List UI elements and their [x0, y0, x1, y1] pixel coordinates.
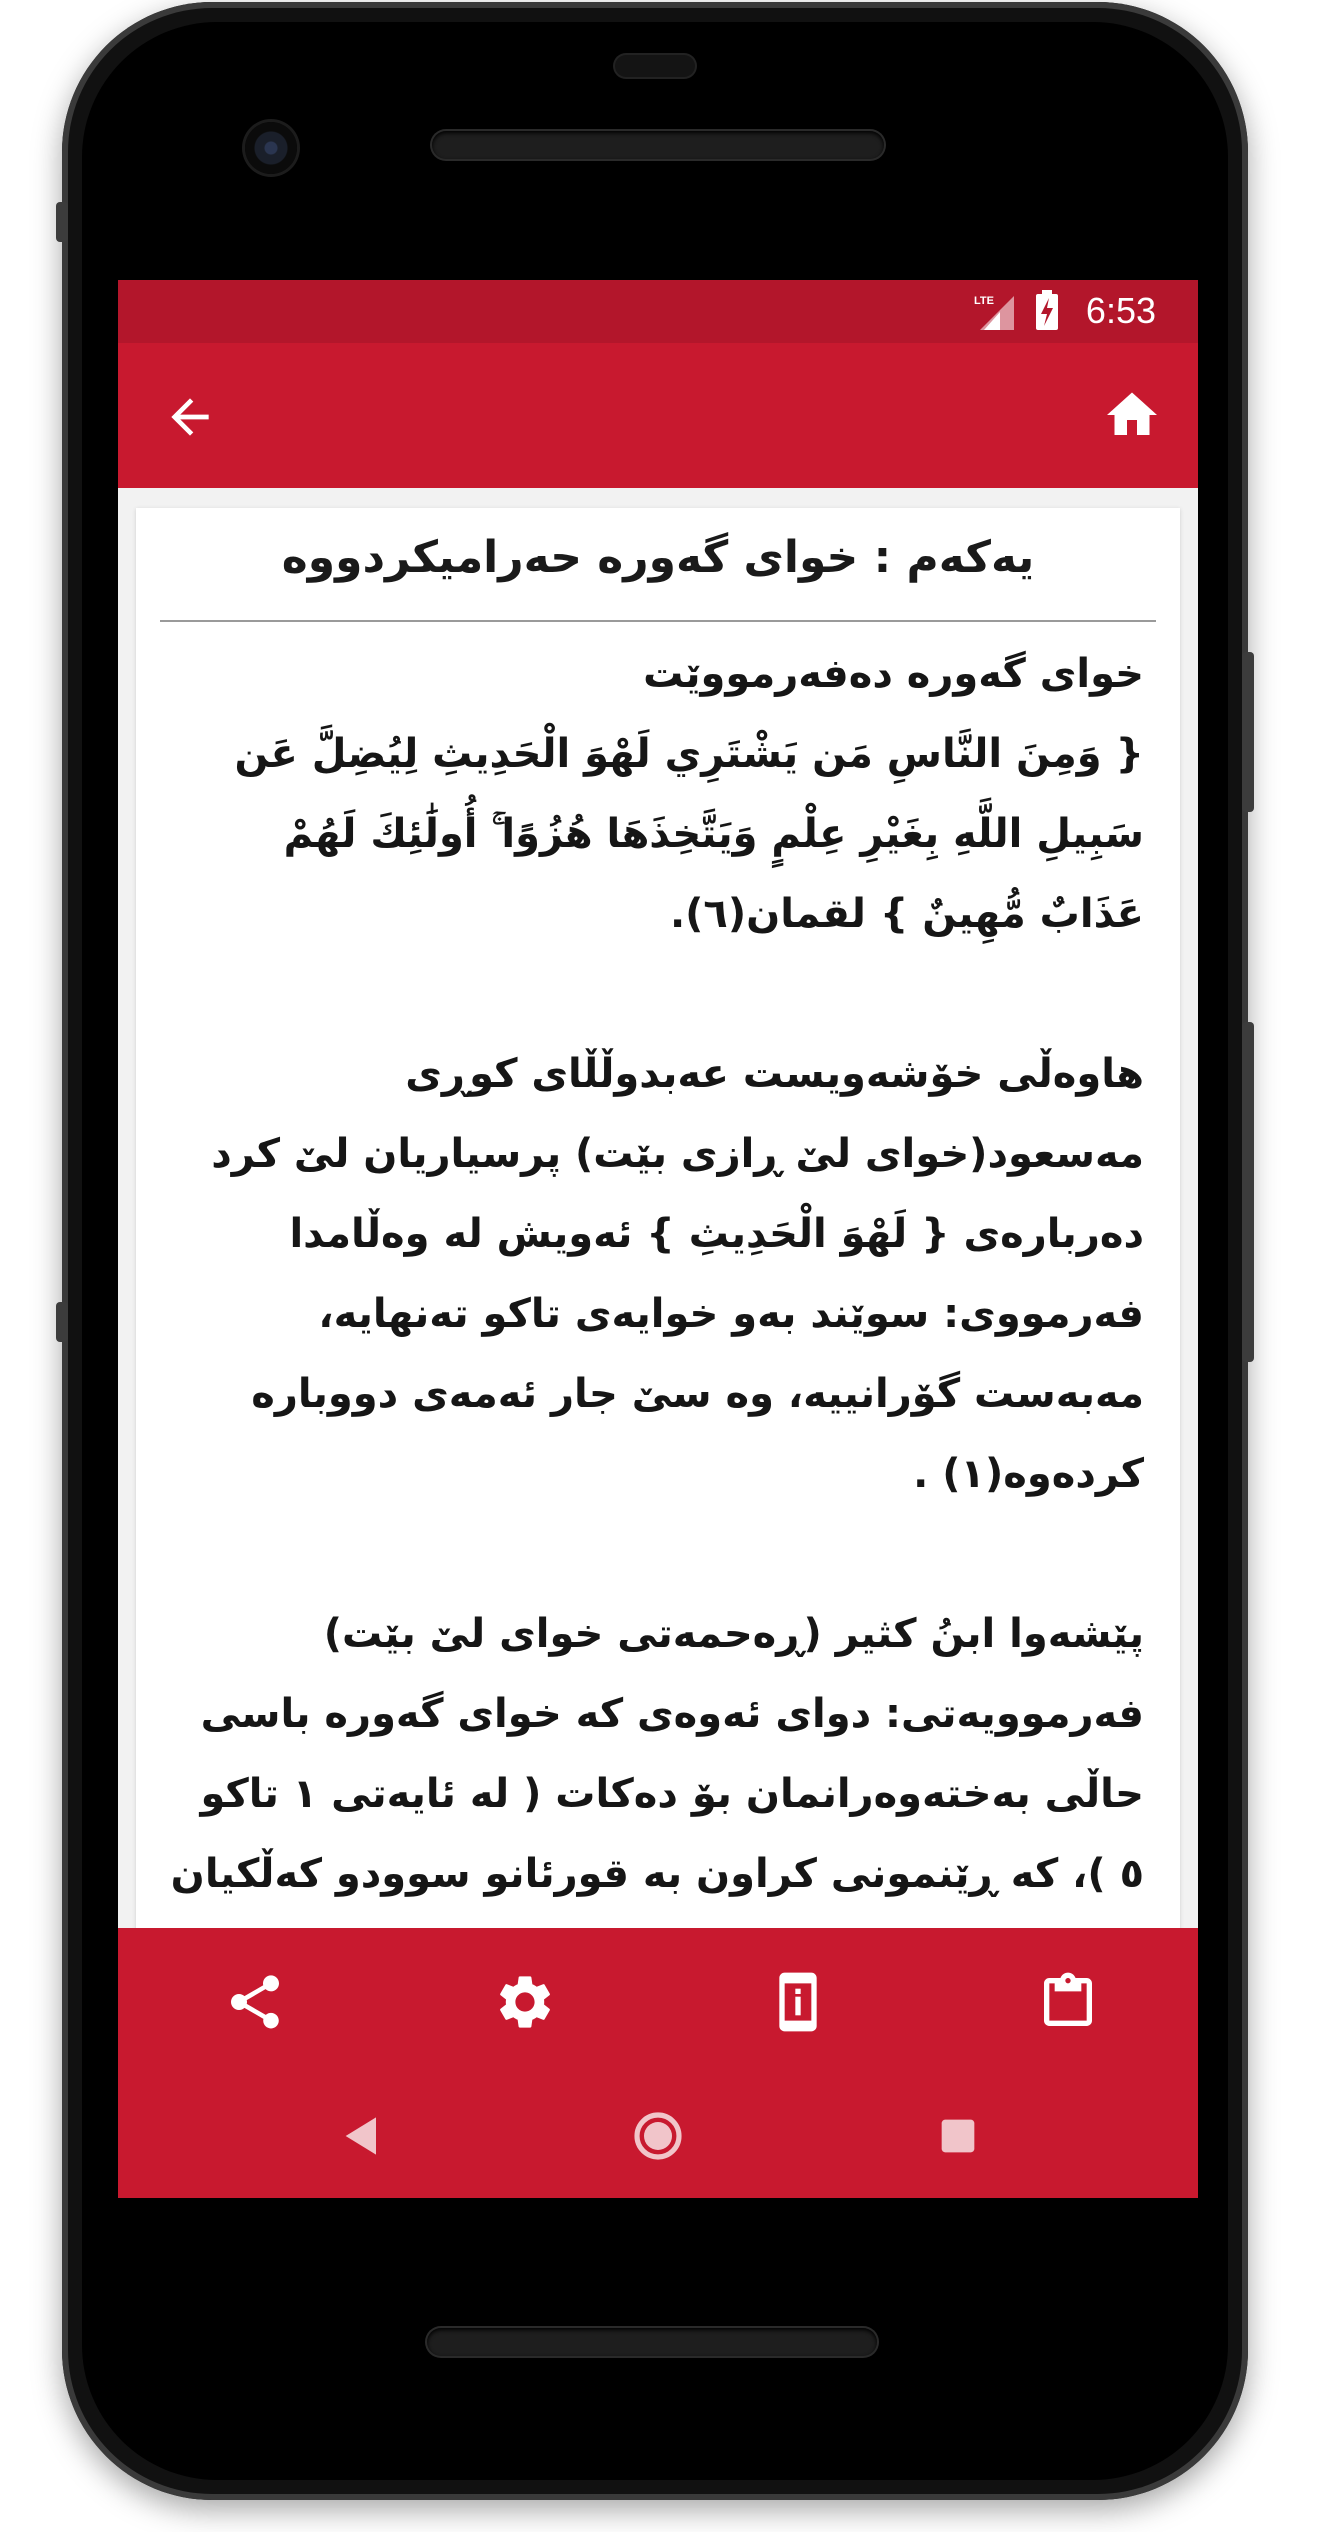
clipboard-icon[interactable] — [1036, 1970, 1100, 2034]
info-icon[interactable] — [766, 1970, 830, 2034]
lte-signal-icon — [974, 292, 1016, 330]
paragraph-gap — [170, 1514, 1144, 1594]
nav-home-icon[interactable] — [630, 2108, 686, 2164]
paragraph-intro: خوای گەورە دەفەرمووێت — [643, 651, 1144, 697]
paragraph-tafsir: پێشەوا ابنُ كثير (ڕەحمەتی خوای لێ بێت) فەرموویەتی: دوای ئەوەی کە خوای گەورە باسی حاڵی بەختەوەرانمان بۆ دەکات ( لە ئایەتی ١ تاکو ٥ )، کە ڕێنمونی کراون بە قورئانو سوودو کەڵکیان — [170, 1611, 1144, 1897]
home-icon[interactable] — [1102, 385, 1162, 445]
volume-button — [1242, 1022, 1254, 1362]
proximity-sensor — [615, 55, 695, 77]
nav-recents-icon[interactable] — [930, 2108, 986, 2164]
bottom-toolbar — [118, 1928, 1198, 2073]
title-divider — [160, 620, 1156, 622]
earpiece-speaker — [432, 131, 884, 159]
article-title: یەکەم : خوای گەورە حەرامیکردووە — [281, 532, 1035, 583]
status-time: 6:53 — [1085, 290, 1156, 331]
paragraph-hadith: هاوەڵی خۆشەویست عەبدوڵڵای کوڕی مەسعود(خوای لێ ڕازی بێت) پرسیاریان لێ کرد دەربارەی { لَهْوَ الْحَدِيثِ } ئەویش لە وەڵامدا فەرمووی: سوێند بەو خوایەی تاکو تەنهایە، مەبەست گۆرانییە، وە سێ جار ئەمەی دووبارە کردەوە(١) . — [211, 1051, 1144, 1497]
arrow-back-icon[interactable] — [162, 389, 218, 445]
paragraph-gap — [170, 954, 1144, 1034]
nav-back-icon[interactable] — [334, 2108, 390, 2164]
paragraph-verse: { وَمِنَ النَّاسِ مَن يَشْتَرِي لَهْوَ الْحَدِيثِ لِيُضِلَّ عَن سَبِيلِ اللَّهِ بِغَيْرِ عِلْمٍ وَيَتَّخِذَهَا هُزُوًا ۚ أُولَٰئِكَ لَهُمْ عَذَابٌ مُّهِينٌ } لقمان(٦). — [234, 731, 1144, 937]
side-button-left — [56, 202, 68, 242]
bottom-speaker — [427, 2328, 877, 2356]
share-icon[interactable] — [223, 1970, 287, 2034]
app-bar — [118, 343, 1198, 488]
system-nav-bar — [118, 2073, 1198, 2198]
network-label: LTE — [974, 295, 994, 307]
status-bar — [118, 280, 1198, 343]
front-camera — [245, 122, 297, 174]
battery-charging-icon — [1036, 290, 1058, 330]
side-button-left-bottom — [56, 1302, 68, 1342]
article-body[interactable] — [170, 634, 1144, 2154]
settings-icon[interactable] — [493, 1970, 557, 2034]
screen — [118, 280, 1198, 2198]
power-button — [1242, 652, 1254, 812]
